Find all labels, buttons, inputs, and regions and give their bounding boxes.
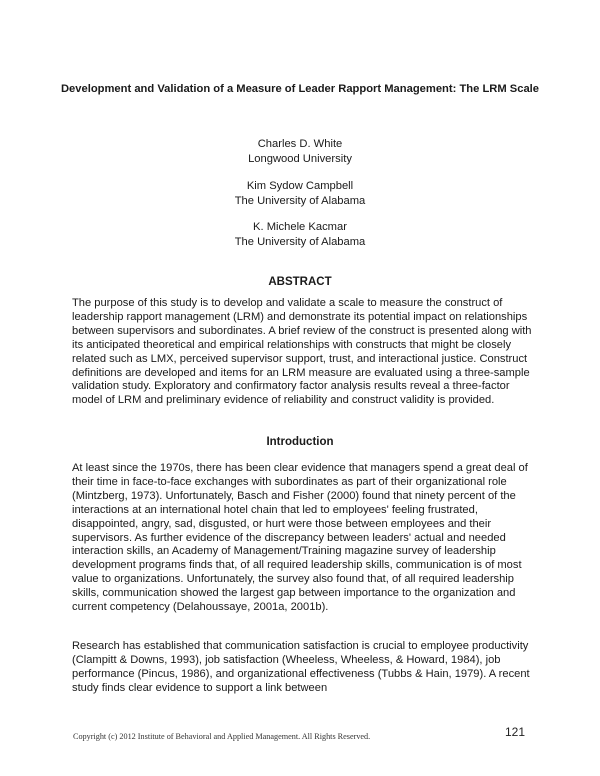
author-affiliation: The University of Alabama <box>234 236 366 248</box>
author-affiliation: Longwood University <box>248 153 352 165</box>
author-name: Kim Sydow Campbell <box>246 180 354 192</box>
body-paragraph: Research has established that communication satisfaction is crucial to employee productivity (Clampitt & Downs, 1993), job satisfaction (Wheeless, Wheeless, & Howard, 1984), job performance (Pincus, 1986), and organizational effectiveness (Tubbs & Hain, 1979). A recent study finds clear evidence to support a link between <box>72 640 530 694</box>
page-number: 121 <box>505 725 526 739</box>
author-block <box>150 179 450 209</box>
paper-title: Development and Validation of a Measure of Leader Rapport Management: The LRM Scale <box>60 83 540 95</box>
abstract-paragraph: The purpose of this study is to develop and validate a scale to measure the construct of leadership rapport management (LRM) and demonstrate its potential impact on relationships between supervisors and subordinates. A brief review of the construct is presented along with its anticipated theoretical and empirical relationships with constructs that might be closely related such as LMX, perceived supervisor support, trust, and interactional justice. Construct definitions are developed and items for an LRM measure are evaluated using a three-sample validation study. Exploratory and confirmatory factor analysis results reveal a three-factor model of LRM and preliminary evidence of reliability and construct validity is provided. <box>72 297 532 407</box>
body-paragraph: At least since the 1970s, there has been clear evidence that managers spend a great deal of their time in face-to-face exchanges with subordinates as part of their organizational role (Mintzberg, 1973). Unfortunately, Basch and Fisher (2000) found that ninety percent of the interactions at an international hotel chain that led to employees' feeling frustrated, disappointed, angry, sad, disgusted, or hurt were those between employees and their supervisors. As further evidence of the discrepancy between leaders' actual and needed interaction skills, an Academy of Management/Training magazine survey of leadership development programs finds that, of all required leadership skills, communication is of most value to organizations. Unfortunately, the survey also found that, of all required leadership skills, communication showed the largest gap between importance to the organization and current competency (Delahoussaye, 2001a, 2001b). <box>72 462 528 614</box>
author-name: Charles D. White <box>257 138 343 150</box>
author-block <box>150 220 450 250</box>
author-affiliation: The University of Alabama <box>234 195 366 207</box>
introduction-heading: Introduction <box>266 436 334 448</box>
abstract-heading: ABSTRACT <box>268 276 332 288</box>
copyright-footer: Copyright (c) 2012 Institute of Behavioral and Applied Management. All Rights Reserved. <box>73 732 371 741</box>
author-name: K. Michele Kacmar <box>253 221 347 233</box>
author-block <box>150 137 450 167</box>
